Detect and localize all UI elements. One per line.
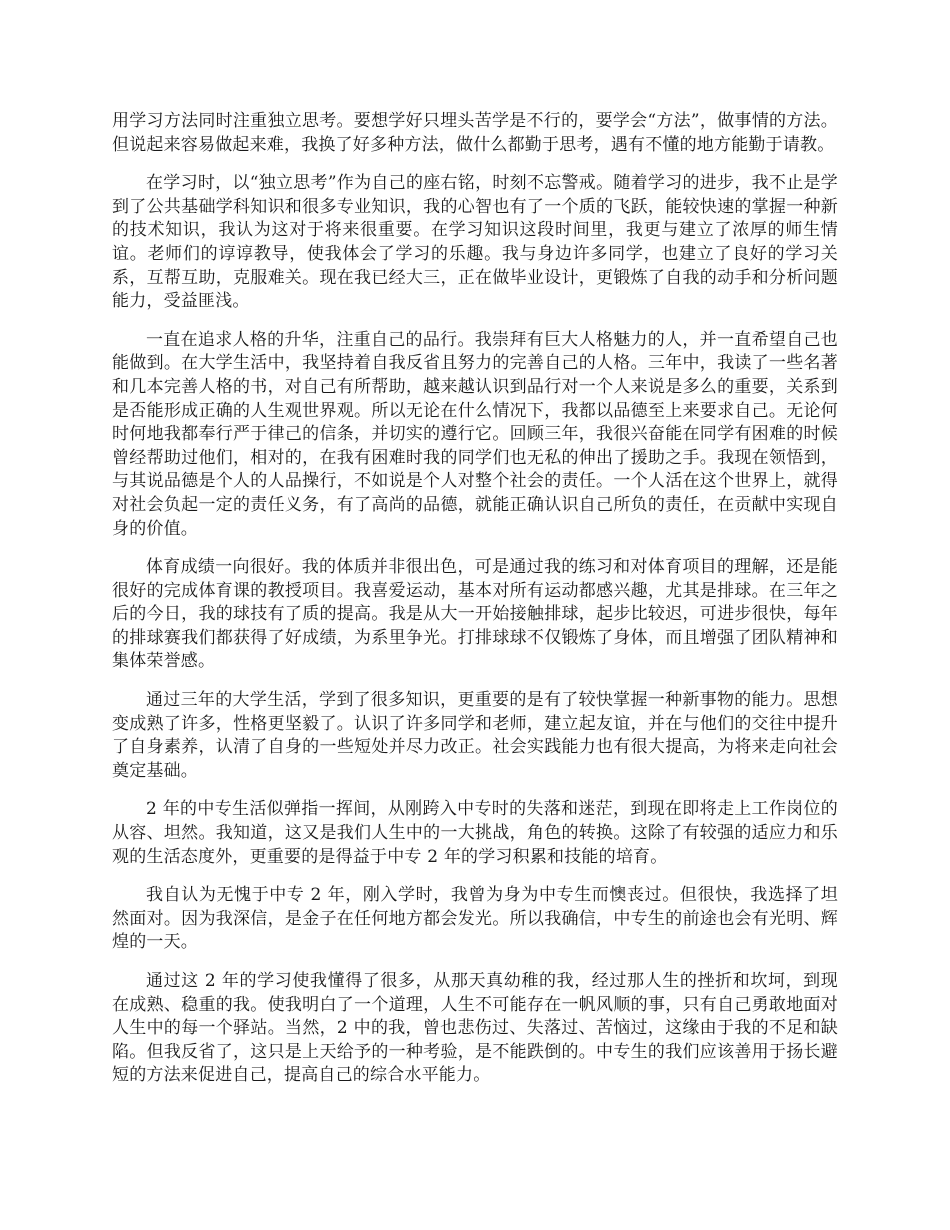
paragraph-7: 我自认为无愧于中专 2 年，刚入学时，我曾为身为中专生而懊丧过。但很快，我选择了坦然面对。因为我深信，是金子在任何地方都会发光。所以我确信，中专生的前途也会有光明、辉煌的一天。 [112, 885, 838, 953]
paragraph-1: 用学习方法同时注重独立思考。要想学好只埋头苦学是不行的，要学会“方法”，做事情的方法。但说起来容易做起来难，我换了好多种方法，做什么都勤于思考，遇有不懂的地方能勤于请教。 [112, 111, 838, 155]
paragraph-5: 通过三年的大学生活，学到了很多知识，更重要的是有了较快掌握一种新事物的能力。思想变成熟了许多，性格更坚毅了。认识了许多同学和老师，建立起友谊，并在与他们的交往中提升了自身素养，认清了自身的一些短处并尽力改正。社会实践能力也有很大提高，为将来走向社会奠定基础。 [112, 690, 838, 781]
document-body [112, 110, 838, 1103]
paragraph-8: 通过这 2 年的学习使我懂得了很多，从那天真幼稚的我，经过那人生的挫折和坎坷，到现在成熟、稳重的我。使我明白了一个道理，人生不可能存在一帆风顺的事，只有自己勇敢地面对人生中的每一个驿站。当然，2 中的我，曾也悲伤过、失落过、苦恼过，这缘由于我的不足和缺陷。但我反省了，这只是上天给予的一种考验，是不能跌倒的。中专生的我们应该善用于扬长避短的方法来促进自己，提高自己的综合水平能力。 [112, 971, 838, 1086]
paragraph-3: 一直在追求人格的升华，注重自己的品行。我崇拜有巨大人格魅力的人，并一直希望自己也能做到。在大学生活中，我坚持着自我反省且努力的完善自己的人格。三年中，我读了一些名著和几本完善人格的书，对自己有所帮助，越来越认识到品行对一个人来说是多么的重要，关系到是否能形成正确的人生观世界观。所以无论在什么情况下，我都以品德至上来要求自己。无论何时何地我都奉行严于律己的信条，并切实的遵行它。回顾三年，我很兴奋能在同学有困难的时候曾经帮助过他们，相对的，在我有困难时我的同学们也无私的伸出了援助之手。我现在领悟到，与其说品德是个人的人品操行，不如说是个人对整个社会的责任。一个人活在这个世界上，就得对社会负起一定的责任义务，有了高尚的品德，就能正确认识自己所负的责任，在贡献中实现自身的价值。 [112, 329, 838, 539]
paragraph-2: 在学习时，以“独立思考”作为自己的座右铭，时刻不忘警戒。随着学习的进步，我不止是学到了公共基础学科知识和很多专业知识，我的心智也有了一个质的飞跃，能较快速的掌握一种新的技术知识，我认为这对于将来很重要。在学习知识这段时间里，我更与建立了浓厚的师生情谊。老师们的谆谆教导，使我体会了学习的乐趣。我与身边许多同学，也建立了良好的学习关系，互帮互助，克服难关。现在我已经大三，正在做毕业设计，更锻炼了自我的动手和分析问题能力，受益匪浅。 [112, 173, 838, 312]
paragraph-6: 2 年的中专生活似弹指一挥间，从刚跨入中专时的失落和迷茫，到现在即将走上工作岗位的从容、坦然。我知道，这又是我们人生中的一大挑战，角色的转换。这除了有较强的适应力和乐观的生活态度外，更重要的是得益于中专 2 年的学习积累和技能的培育。 [112, 799, 838, 867]
paragraph-4: 体育成绩一向很好。我的体质并非很出色，可是通过我的练习和对体育项目的理解，还是能很好的完成体育课的教授项目。我喜爱运动，基本对所有运动都感兴趣，尤其是排球。在三年之后的今日，我的球技有了质的提高。我是从大一开始接触排球，起步比较迟，可进步很快，每年的排球赛我们都获得了好成绩，为系里争光。打排球球不仅锻炼了身体，而且增强了团队精神和集体荣誉感。 [112, 557, 838, 672]
